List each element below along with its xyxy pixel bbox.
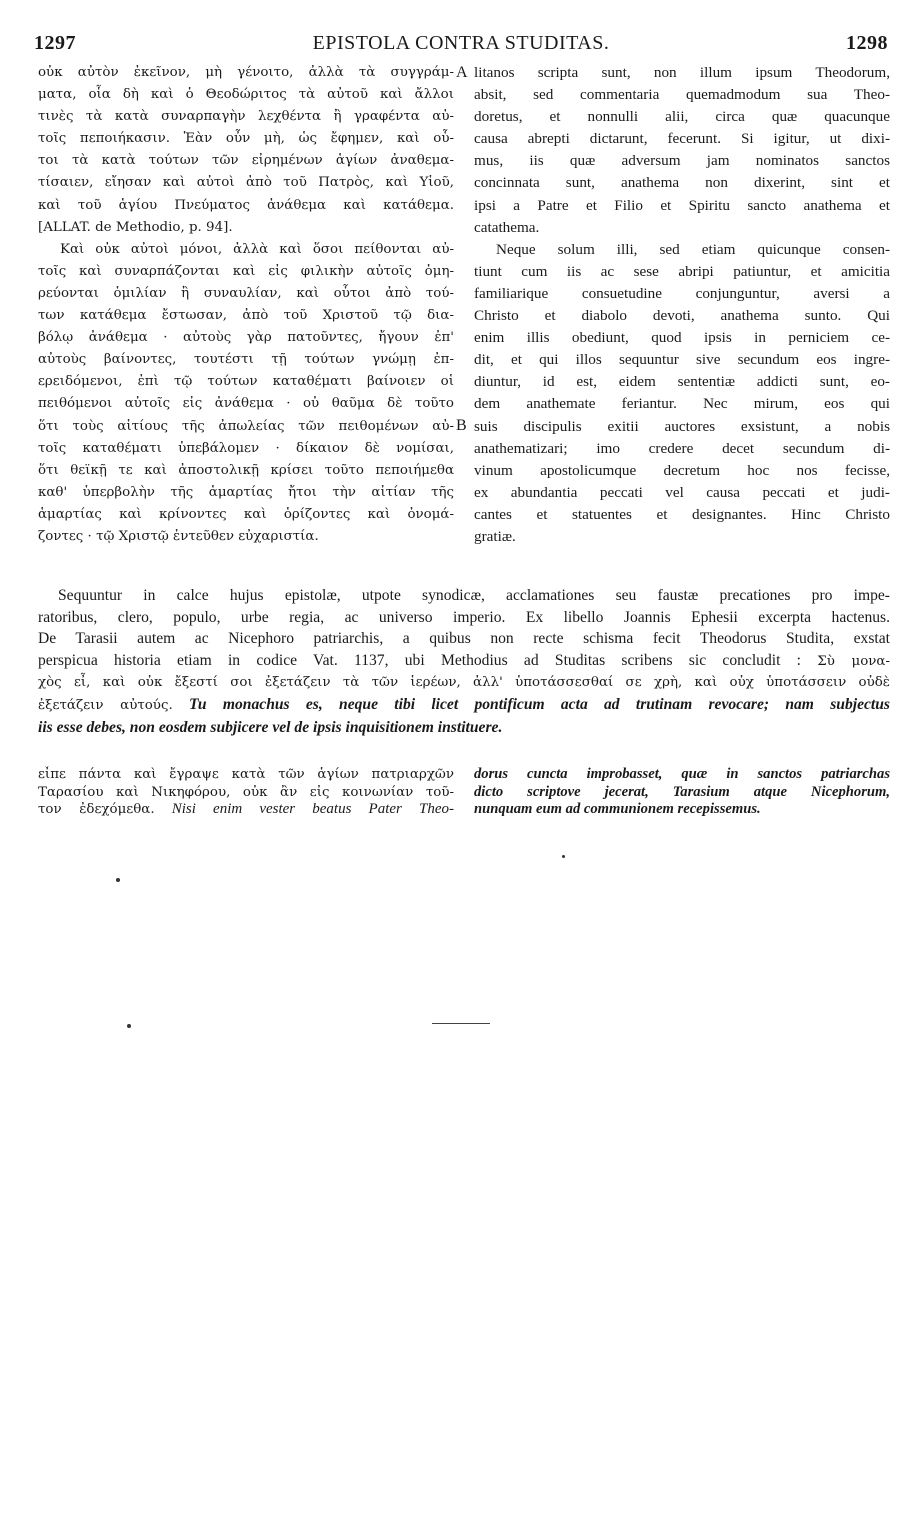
text-line: enim illis obediunt, quod ipsis in perniciem ce- bbox=[474, 329, 890, 347]
text-line: diuntur, id est, eidem sententiæ addicti sunt, eo- bbox=[474, 373, 890, 391]
text-line: De Tarasii autem ac Nicephoro patriarchis, a quibus non recte schisma fecit Theodorus Studita, exstat bbox=[38, 630, 890, 648]
text-line: αὐτοὺς βαίνοντες, τουτέστι τῇ τούτων γνώμῃ ἐπ- bbox=[38, 352, 454, 368]
text-line: τοῖς πεποιήκασιν. Ἐὰν οὖν μὴ, ὡς ἔφημεν, καὶ οὗ- bbox=[38, 131, 454, 147]
text-line: suis discipulis exitii auctores exsistunt, a nobis bbox=[474, 417, 890, 435]
text-line: καθ' ὑπερβολὴν τῆς ἁμαρτίας ἤτοι τὴν αἰτίαν τῆς bbox=[38, 484, 454, 500]
text-line: nunquam eum ad communionem recepissemus. bbox=[474, 801, 761, 817]
text-line: ὅτι τοὺς αἰτίους τῆς ἀπωλείας τῶν πειθομένων αὐ- bbox=[38, 418, 454, 434]
text-line bbox=[38, 694, 890, 717]
text-line: Sequuntur in calce hujus epistolæ, utpote synodicæ, acclamationes seu faustæ precationes pro impe- bbox=[58, 587, 890, 604]
text-line: Christo et diabolo devoti, anathema sunto. Qui bbox=[474, 307, 890, 325]
text-line: familiarique consuetudine conjunguntur, aversi a bbox=[474, 284, 890, 302]
latin-quote-run: Nisi enim vester beatus Pater Theo- bbox=[154, 801, 454, 817]
text-line: dem anathemate feriantur. Nec mirum, eos qui bbox=[474, 395, 890, 413]
text-line: Καὶ οὐκ αὐτοὶ μόνοι, ἀλλὰ καὶ ὅσοι πείθονται αὐ- bbox=[60, 241, 454, 257]
running-header bbox=[34, 32, 888, 60]
text-line: τοῖς καὶ συναρπάζονται καὶ εἰς φιλικὴν αὐτοῖς ὁμη- bbox=[38, 263, 454, 279]
text-line: τοι τὰ κατὰ τούτων τῶν εἰρημένων ἁγίων ἀναθεμα- bbox=[38, 153, 454, 169]
latin-paragraph-2 bbox=[474, 239, 890, 548]
text-line: mus, iis quæ adversum jam nominatos sanctos bbox=[474, 152, 890, 170]
text-line: πειθόμενοι αὐτοῖς εἰς ἀνάθεμα · οὐ θαῦμα δὲ τοῦτο bbox=[38, 396, 454, 412]
full-width-note bbox=[38, 585, 890, 738]
greek-paragraph-1 bbox=[38, 62, 454, 239]
text-run: τον ἐδεχόμεθα. bbox=[38, 802, 155, 817]
text-line: tiunt cum iis ac sese abripi patiuntur, et amicitia bbox=[474, 262, 890, 280]
text-line: των κατάθεμα ἔστωσαν, ἀπὸ τοῦ Χριστοῦ τῷ δια- bbox=[38, 308, 454, 324]
text-line: εἶπε πάντα καὶ ἔγραψε κατὰ τῶν ἁγίων πατριαρχῶν bbox=[38, 767, 454, 782]
scan-speck bbox=[116, 878, 120, 882]
running-title: EPISTOLA CONTRA STUDITAS. bbox=[312, 32, 610, 54]
text-line: τίσαιεν, εἴησαν καὶ αὐτοὶ ἀπὸ τοῦ Πατρὸς, καὶ Υἱοῦ, bbox=[38, 175, 454, 191]
text-line: οὐκ αὐτὸν ἐκεῖνον, μὴ γένοιτο, ἀλλὰ τὰ συγγράμ- bbox=[38, 65, 454, 80]
text-line: dorus cuncta improbasset, quæ in sanctos patriarchas bbox=[474, 766, 890, 782]
column-number-left: 1297 bbox=[34, 32, 76, 54]
text-line: ματα, οἷα δὴ καὶ ὁ Θεοδώριτος τὰ αὐτοῦ καὶ ἄλλοι bbox=[38, 87, 454, 103]
text-line: τινὲς τὰ κατὰ συναρπαγὴν λεχθέντα ἢ γραφέντα αὐ- bbox=[38, 109, 454, 125]
greek-quote-line: χὸς εἶ, καὶ οὐκ ἔξεστί σοι ἐξετάζειν τὰ τῶν ἱερέων, ἀλλ' ὑποτάσσεσθαί σε χρὴ, καὶ οὐχ ὑποτάσσειν οὐδὲ bbox=[38, 675, 890, 691]
latin-quote-run: Tu monachus es, neque tibi licet pontificum acta ad trutinam revocare; nam subjectus bbox=[172, 695, 890, 713]
text-line: ζοντες · τῷ Χριστῷ ἐντεῦθεν εὐχαριστία. bbox=[38, 528, 319, 544]
margin-letter-a: A bbox=[456, 64, 468, 81]
text-line bbox=[38, 801, 454, 819]
text-line: anathematizari; imo credere decet secundum di- bbox=[474, 439, 890, 457]
text-line: dicto scriptove jecerat, Tarasium atque Nicephorum, bbox=[474, 783, 890, 800]
text-line: τοῖς καταθέματι ὑπεβάλομεν · δίκαιον δὲ νομίσαι, bbox=[38, 440, 454, 456]
text-line: doretus, et nonnulli alii, circa quæ quacunque bbox=[474, 108, 890, 126]
column-number-right: 1298 bbox=[846, 32, 888, 54]
text-line bbox=[38, 717, 890, 739]
citation-line: [ALLAT. de Methodio, p. 94]. bbox=[38, 219, 233, 235]
scan-speck bbox=[127, 1024, 131, 1028]
text-line: ratoribus, clero, populo, urbe regia, ac universo imperio. Ex libello Joannis Ephesii excerpta hactenus. bbox=[38, 608, 890, 626]
text-line: καὶ τοῦ ἁγίου Πνεύματος ἀνάθεμα καὶ κατάθεμα. bbox=[38, 197, 454, 213]
text-line: causa abrepti dictarunt, fecerunt. Si igitur, ut dixi- bbox=[474, 130, 890, 148]
text-line: concinnata sunt, anathema non dixerint, sint et bbox=[474, 174, 890, 192]
greek-quote-run: ἐξετάζειν αὐτούς. bbox=[38, 697, 173, 713]
text-line: absit, sed commentaria quemadmodum sua Theo- bbox=[474, 86, 890, 104]
footnote-greek bbox=[38, 766, 454, 819]
section-rule bbox=[432, 1023, 490, 1024]
greek-quote-run: Σὺ μονα- bbox=[817, 653, 890, 669]
text-line: ὅτι θεϊκῇ τε καὶ ἀποστολικῇ κρίσει τοῦτο πεποιήμεθα bbox=[38, 462, 454, 478]
latin-column bbox=[474, 62, 890, 548]
footnote-latin bbox=[474, 766, 890, 819]
text-line: ρεύονται ὁμιλίαν ἢ συναυλίαν, καὶ οὗτοι ἀπὸ τού- bbox=[38, 285, 454, 301]
text-line: ερειδόμενοι, ἐπὶ τῷ τούτων καταθέματι βαίνοιεν οἱ bbox=[38, 374, 454, 390]
text-line: βόλῳ ἀνάθεμα · αὐτοὺς γὰρ πατοῦντες, ἤγουν ἐπ' bbox=[38, 330, 454, 346]
scan-speck bbox=[562, 855, 565, 858]
text-line: ἁμαρτίας καὶ κρίνοντες καὶ ὁρίζοντες καὶ ὀνομά- bbox=[38, 506, 454, 522]
text-line: gratiæ. bbox=[474, 527, 516, 545]
latin-quote-run: iis esse debes, non eosdem subjicere vel de ipsis inquisitionem instituere. bbox=[38, 718, 503, 736]
latin-paragraph-1 bbox=[474, 62, 890, 239]
text-line: litanos scripta sunt, non illum ipsum Theodorum, bbox=[474, 64, 890, 81]
text-line: Ταρασίου καὶ Νικηφόρου, οὐκ ἂν εἰς κοινωνίαν τοῦ- bbox=[38, 784, 454, 800]
greek-column bbox=[38, 62, 454, 548]
text-line: dit, et qui illos sequuntur sive secundum eos ingre- bbox=[474, 351, 890, 369]
text-line: ipsi a Patre et Filio et Spiritu sancto anathema et bbox=[474, 196, 890, 214]
text-line: cantes et statuentes et designantes. Hinc Christo bbox=[474, 505, 890, 523]
greek-paragraph-2 bbox=[38, 239, 454, 548]
text-line: ex abundantia peccati vel causa peccati et judi- bbox=[474, 483, 890, 501]
text-line: vinum apostolicumque decretum hoc nos fecisse, bbox=[474, 461, 890, 479]
margin-letter-b: B bbox=[456, 417, 467, 434]
text-line bbox=[38, 650, 890, 673]
text-line: Neque solum illi, sed etiam quicunque consen- bbox=[496, 240, 890, 258]
text-line: catathema. bbox=[474, 218, 540, 236]
text-run: perspicua historia etiam in codice Vat. 1137, ubi Methodius ad Studitas scribens sic concludit : bbox=[38, 651, 818, 669]
